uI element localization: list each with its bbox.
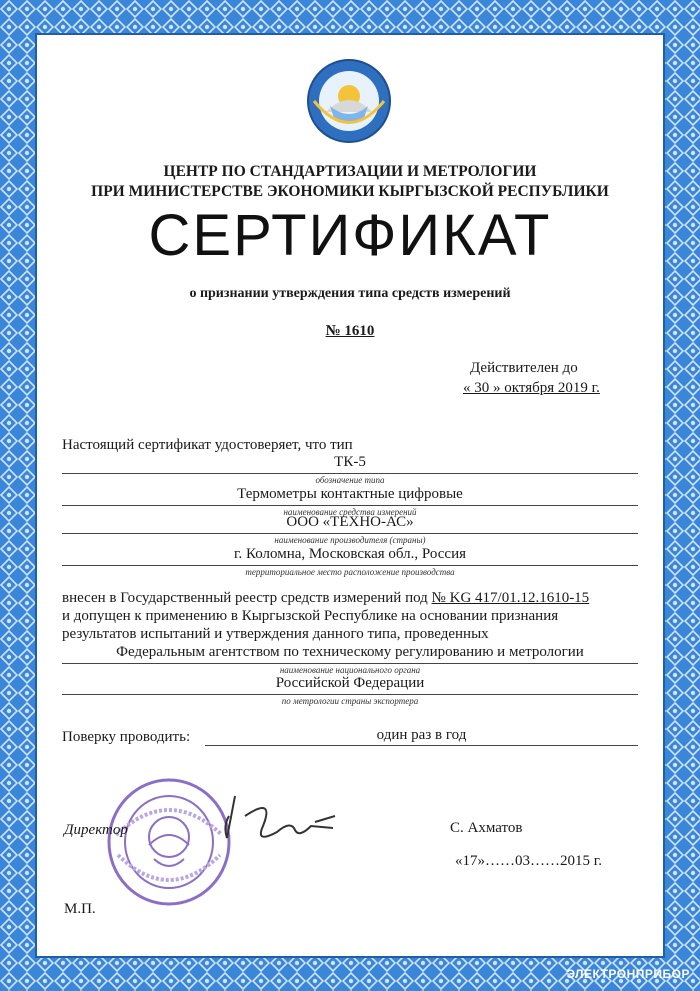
country-caption: по метрологии страны экспортера — [281, 696, 419, 706]
validity-date: « 30 » октября 2019 г. — [463, 380, 600, 396]
type-value: ТК-5 — [334, 454, 366, 470]
header-line-2: ПРИ МИНИСТЕРСТВЕ ЭКОНОМИКИ КЫРГЫЗСКОЙ РЕСПУБЛИКИ — [91, 183, 609, 200]
certificate-subtitle: о признании утверждения типа средств измерений — [189, 286, 511, 301]
signature-date: «17»……03……2015 г. — [455, 853, 602, 869]
director-name: С. Ахматов — [450, 820, 523, 836]
certificate-title: СЕРТИФИКАТ — [148, 203, 552, 268]
verify-value: один раз в год — [376, 727, 467, 743]
certificate-number: № 1610 — [325, 323, 375, 339]
header-line-1: ЦЕНТР ПО СТАНДАРТИЗАЦИИ И МЕТРОЛОГИИ — [163, 163, 537, 180]
registry-text: внесен в Государственный реестр средств измерений под — [62, 590, 428, 606]
agency-caption: наименование национального органа — [279, 665, 421, 675]
name-caption: наименование средства измерений — [283, 507, 417, 517]
registry-line-3: результатов испытаний и утверждения данного типа, проведенных — [62, 626, 489, 642]
name-value: Термометры контактные цифровые — [237, 486, 463, 502]
signature-icon — [215, 786, 355, 856]
validity-label: Действителен до — [470, 360, 578, 376]
maker-caption: наименование производителя (страны) — [274, 535, 426, 545]
registry-line-2: и допущен к применению в Кыргызской Республике на основании признания — [62, 608, 559, 624]
stamp-label: М.П. — [64, 901, 96, 917]
location-caption: территориальное место расположение производства — [245, 567, 455, 577]
maker-value: ООО «ТЕХНО-АС» — [286, 514, 414, 530]
country-value: Российской Федерации — [275, 675, 425, 691]
location-value: г. Коломна, Московская обл., Россия — [233, 546, 467, 562]
watermark: ЭЛЕКТРОНПРИБОР — [566, 967, 690, 981]
agency-value: Федеральным агентством по техническому регулированию и метрологии — [116, 644, 584, 660]
intro-text: Настоящий сертификат удостоверяет, что тип — [62, 437, 353, 453]
emblem-icon — [306, 58, 392, 144]
registry-number: № KG 417/01.12.1610-15 — [431, 590, 590, 606]
verify-label: Поверку проводить: — [62, 729, 191, 745]
type-caption: обозначение типа — [315, 475, 385, 485]
director-label: Директор — [64, 822, 128, 838]
